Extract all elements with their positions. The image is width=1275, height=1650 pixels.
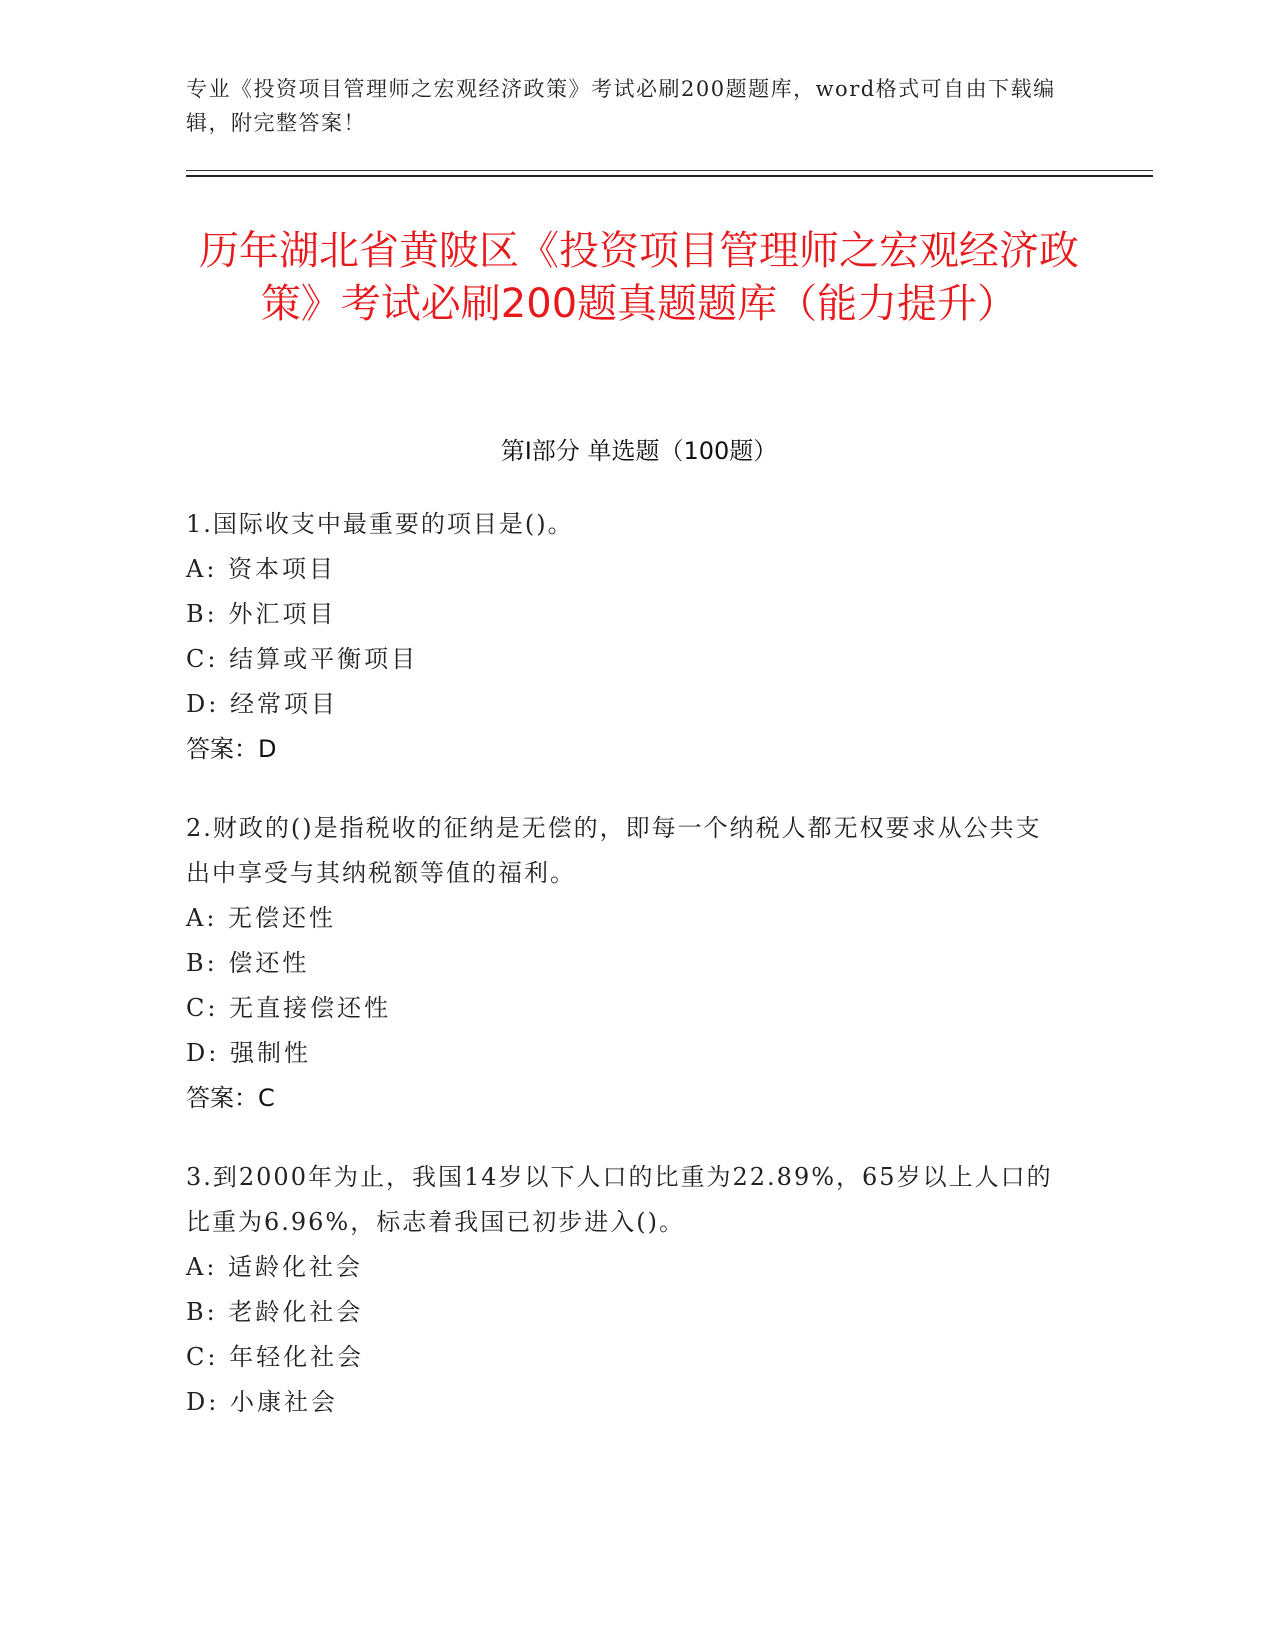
option-c: C: 结算或平衡项目 bbox=[186, 645, 419, 673]
option-b: B: 外汇项目 bbox=[186, 600, 337, 628]
option-a: A: 无偿还性 bbox=[186, 904, 337, 932]
header-divider-thick bbox=[186, 175, 1153, 177]
document-title: 历年湖北省黄陂区《投资项目管理师之宏观经济政策》考试必刷200题真题题库（能力提升） bbox=[199, 228, 1079, 327]
option-d: D: 小康社会 bbox=[186, 1388, 338, 1416]
option-a: A: 适龄化社会 bbox=[186, 1253, 364, 1281]
question-stem: 2.财政的()是指税收的征纳是无偿的，即每一个纳税人都无权要求从公共支出中享受与其纳税额等值的福利。 bbox=[186, 814, 1042, 887]
option-d: D: 强制性 bbox=[186, 1039, 311, 1067]
option-c: C: 无直接偿还性 bbox=[186, 994, 392, 1022]
answer: 答案：D bbox=[186, 735, 277, 763]
option-c: C: 年轻化社会 bbox=[186, 1343, 365, 1371]
option-b: B: 老龄化社会 bbox=[186, 1298, 364, 1326]
option-a: A: 资本项目 bbox=[186, 555, 337, 583]
question-stem: 3.到2000年为止，我国14岁以下人口的比重为22.89%，65岁以上人口的比重为6.96%，标志着我国已初步进入()。 bbox=[186, 1163, 1053, 1236]
header-divider-thin bbox=[186, 170, 1153, 171]
question-2 bbox=[186, 806, 1066, 1121]
question-3 bbox=[186, 1155, 1066, 1425]
header-note: 专业《投资项目管理师之宏观经济政策》考试必刷200题题库，word格式可自由下载编辑，附完整答案！ bbox=[186, 77, 1056, 135]
option-b: B: 偿还性 bbox=[186, 949, 310, 977]
question-stem: 1.国际收支中最重要的项目是()。 bbox=[186, 510, 574, 538]
section-heading: 第I部分 单选题（100题） bbox=[500, 437, 778, 465]
question-1 bbox=[186, 502, 1066, 772]
answer: 答案：C bbox=[186, 1084, 275, 1112]
option-d: D: 经常项目 bbox=[186, 690, 338, 718]
